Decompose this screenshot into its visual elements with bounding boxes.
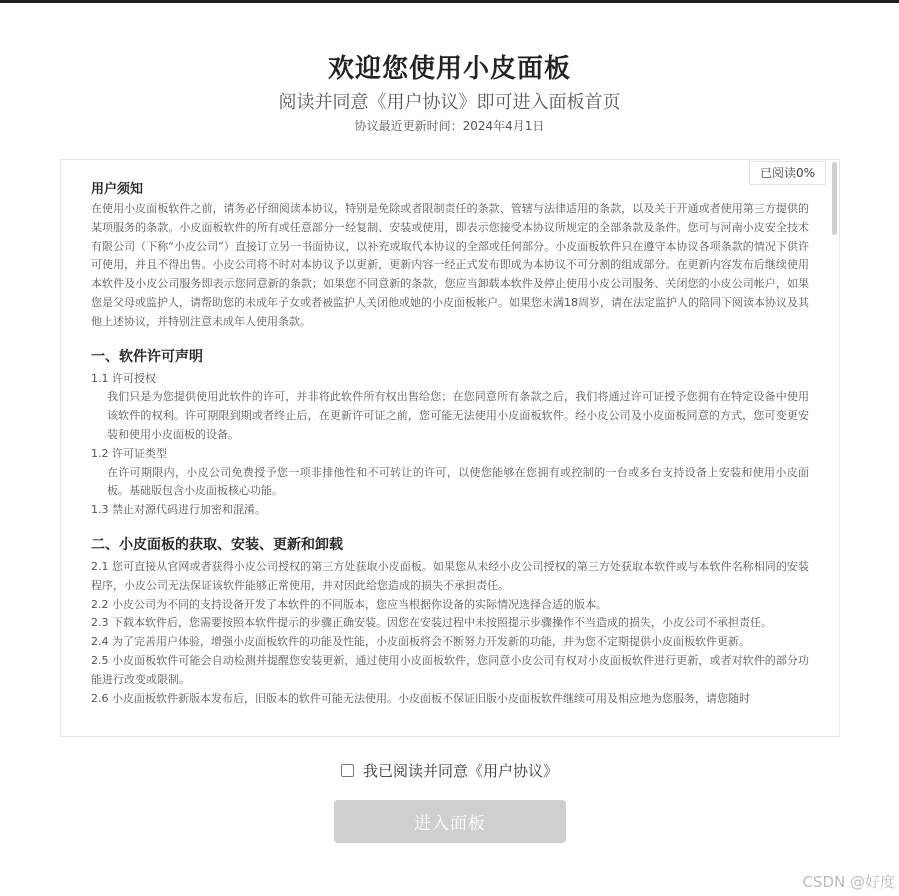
- scrollbar-thumb[interactable]: [832, 162, 837, 235]
- enter-panel-button[interactable]: 进入面板: [334, 800, 566, 843]
- s2-3: 2.3 下载本软件后，您需要按照本软件提示的步骤正确安装。因您在安装过程中未按照提示步骤操作不当造成的损失，小皮公司不承担责任。: [91, 616, 772, 630]
- agreement-scroll-area[interactable]: [60, 159, 840, 737]
- agreement-content: [91, 180, 809, 708]
- notice-text: 在使用小皮面板软件之前，请务必仔细阅读本协议，特别是免除或者限制责任的条款、管辖与法律适用的条款，以及关于开通或者使用第三方提供的某项服务的条款。小皮面板软件的所有或任意部分一经复制、安装或使用，即表示您接受本协议所规定的全部条款及条件。您可与河南小皮安全技术有限公司（下称“小皮公司”）直接订立另一书面协议，以补充或取代本协议的全部或任何部分。小皮面板软件只在遵守本协议各项条款的情况下供许可使用，并且不得出售。小皮公司将不时对本协议予以更新，更新内容一经正式发布即成为本协议不可分割的组成部分。在更新内容发布后继续使用本软件及小皮公司服务即表示您同意新的条款；如果您不同意新的条款，您应当卸载本软件及停止使用小皮公司服务、关闭您的小皮公司帐户，如果您是父母或监护人，请帮助您的未成年子女或者被监护人关闭他或她的小皮面板帐户。如果您未满18周岁，请在法定监护人的陪同下阅读本协议及其他上述协议，并特别注意未成年人使用条款。: [91, 202, 809, 328]
- page-subtitle: 阅读并同意《用户协议》即可进入面板首页: [278, 92, 621, 113]
- consent-checkbox[interactable]: [341, 764, 354, 777]
- notice-title: 用户须知: [91, 182, 144, 197]
- s2-2: 2.2 小皮公司为不同的支持设备开发了本软件的不同版本，您应当根据你设备的实际情况选择合适的版本。: [91, 597, 607, 611]
- s1-3-title: 1.3 禁止对源代码进行加密和混淆。: [91, 503, 266, 517]
- watermark: CSDN @好度: [802, 873, 895, 891]
- updated-date: 协议最近更新时间：2024年4月1日: [354, 119, 545, 133]
- s2-6: 2.6 小皮面板软件新版本发布后，旧版本的软件可能无法使用。小皮面板不保证旧版小皮面板软件继续可用及相应地为您服务，请您随时: [91, 691, 750, 705]
- consent-row[interactable]: [0, 760, 899, 781]
- s1-1-title: 1.1 许可授权: [91, 371, 156, 385]
- section1-title: 一、软件许可声明: [91, 348, 203, 365]
- s1-2-text: 在许可期限内，小皮公司免费授予您一项非排他性和不可转让的许可，以使您能够在您拥有或控制的一台或多台支持设备上安装和使用小皮面板。基础版包含小皮面板核心功能。: [107, 465, 809, 498]
- section2-title: 二、小皮面板的获取、安装、更新和卸载: [91, 536, 343, 553]
- s2-4: 2.4 为了完善用户体验，增强小皮面板软件的功能及性能，小皮面板将会不断努力开发新的功能，并为您不定期提供小皮面板软件更新。: [91, 635, 750, 649]
- page-title: 欢迎您使用小皮面板: [327, 54, 571, 84]
- s2-5: 2.5 小皮面板软件可能会自动检测并提醒您安装更新，通过使用小皮面板软件，您同意小皮公司有权对小皮面板软件进行更新，或者对软件的部分功能进行改变或限制。: [91, 653, 809, 686]
- read-progress-badge: 已阅读0%: [749, 161, 826, 185]
- consent-label[interactable]: 我已阅读并同意《用户协议》: [362, 762, 558, 780]
- s1-2-title: 1.2 许可证类型: [91, 446, 167, 460]
- s2-1: 2.1 您可直接从官网或者获得小皮公司授权的第三方处获取小皮面板。如果您从未经小皮公司授权的第三方处获取本软件或与本软件名称相同的安装程序，小皮公司无法保证该软件能够正常使用，并对因此给您造成的损失不承担责任。: [91, 559, 809, 592]
- s1-1-text: 我们只是为您提供使用此软件的许可，并非将此软件所有权出售给您；在您同意所有条款之后，我们将通过许可证授予您拥有在特定设备中使用该软件的权利。许可期限到期或者终止后，在更新许可证之前，您可能无法使用小皮面板软件。经小皮公司及小皮面板同意的方式，您可变更安装和使用小皮面板的设备。: [107, 390, 809, 441]
